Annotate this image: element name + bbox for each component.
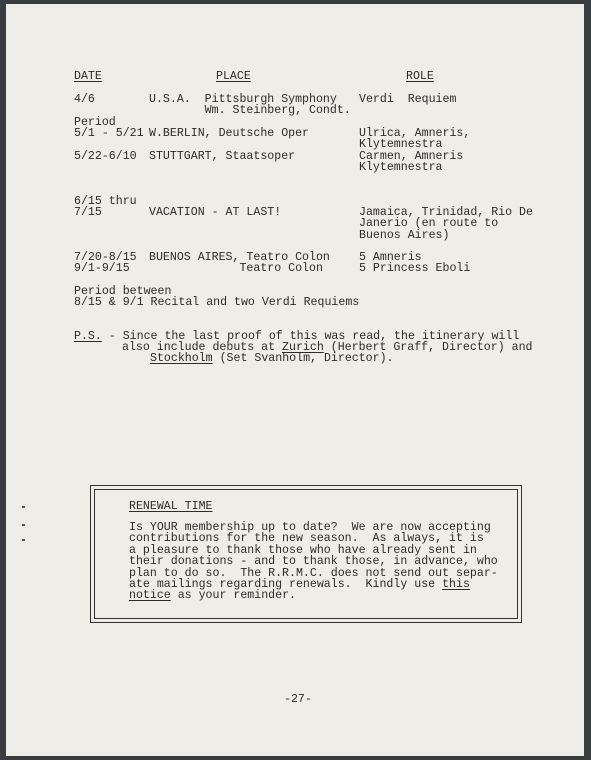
renewal-body [129, 522, 498, 602]
row-role: 5 Amneris 5 Princess Eboli [359, 251, 471, 276]
renewal-title: RENEWAL TIME [129, 500, 213, 513]
period-between: Period between 8/15 & 9/1 Recital and two Verdi Requiems [74, 285, 360, 310]
margin-mark [22, 524, 25, 526]
row-date: 6/15 thru 7/15 [74, 195, 137, 220]
place-header: PLACE [216, 70, 251, 83]
ps-text: - Since the last proof of this was read, the itinerary will [101, 330, 520, 343]
row-role: Carmen, Amneris Klytemnestra [359, 150, 464, 175]
stockholm-link: Stockholm [150, 352, 213, 365]
zurich-link: Zurich [282, 341, 324, 354]
renewal-tail: as your reminder. [170, 589, 296, 603]
page-number: -27- [284, 693, 312, 706]
ps-text: also include debuts at [122, 341, 283, 354]
margin-mark [22, 506, 25, 508]
row-date: Period 5/1 - 5/21 [74, 116, 144, 141]
row-date: 7/20-8/15 9/1-9/15 [74, 251, 137, 276]
row-place: U.S.A. Pittsburgh Symphony Wm. Steinberg, Condt. [149, 93, 351, 118]
row-place: VACATION - AT LAST! [149, 206, 282, 219]
row-place: W.BERLIN, Deutsche Oper [149, 127, 310, 140]
row-date: 5/22-6/10 [74, 150, 137, 163]
ps-line-3 [150, 353, 394, 364]
row-date: 4/6 [74, 93, 95, 106]
row-role: Verdi Requiem [359, 93, 457, 106]
ps-label: P.S. [74, 330, 102, 343]
role-header: ROLE [406, 70, 434, 83]
renewal-text: Is YOUR membership up to date? We are now accepting contributions for the new season. As always, it is a pleasure to thank those who have already sent in their donations - and to thank those, in advance, who plan to do so. The R.R.M.C. does not send out separ- ate mailings regarding renewals. Kindly use [129, 521, 498, 592]
renewal-notice: notice [129, 589, 171, 603]
row-place: STUTTGART, Staatsoper [149, 150, 296, 163]
document-page [6, 4, 584, 756]
margin-mark [22, 539, 25, 541]
ps-text: (Herbert Graff, Director) and [323, 341, 533, 354]
row-role: Jamaica, Trinidad, Rio De Janerio (en route to Buenos Aires) [359, 206, 533, 242]
date-header: DATE [74, 70, 102, 83]
row-role: Ulrica, Amneris, Klytemnestra [359, 127, 471, 152]
ps-text: (Set Svanholm, Director). [212, 352, 394, 365]
renewal-this: this [442, 578, 470, 592]
row-place: BUENOS AIRES, Teatro Colon Teatro Colon [149, 251, 330, 276]
